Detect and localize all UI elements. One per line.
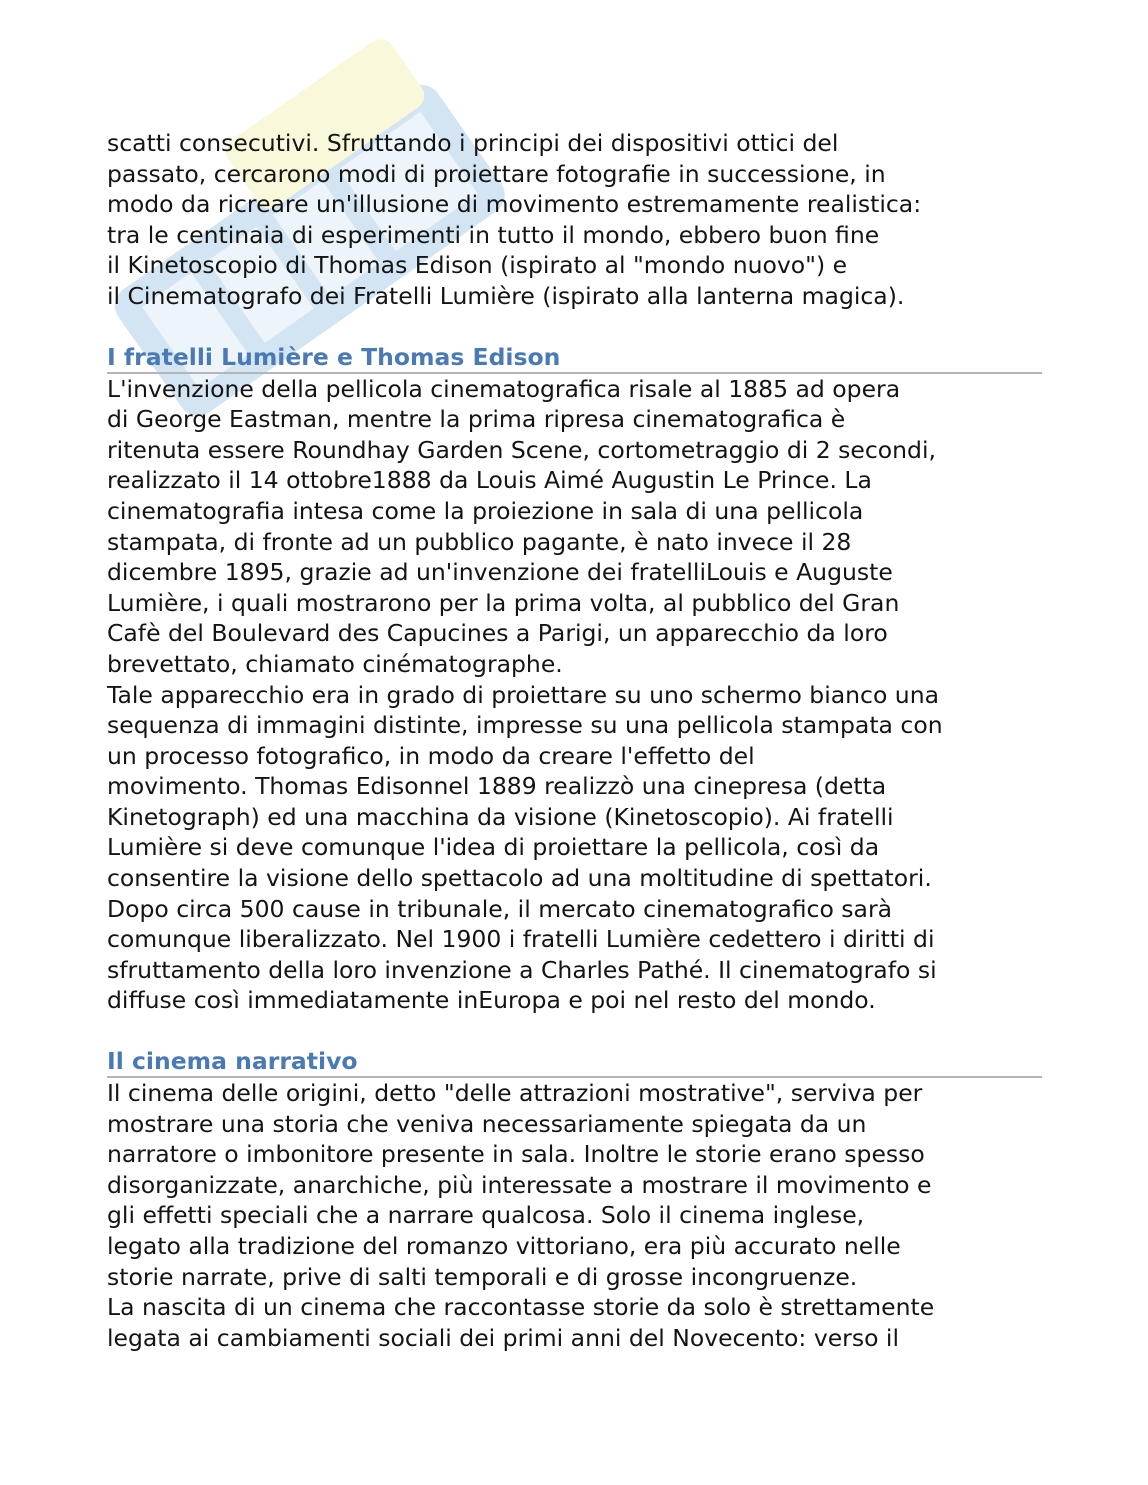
text-line: legata ai cambiamenti sociali dei primi anni del Novecento: verso il [107, 1323, 899, 1352]
text-line: di George Eastman, mentre la prima ripresa cinematografica è [107, 405, 846, 434]
text-line: Il cinema delle origini, detto "delle attrazioni mostrative", serviva per [107, 1079, 923, 1108]
text-line: gli effetti speciali che a narrare qualcosa. Solo il cinema inglese, [107, 1201, 865, 1230]
section-heading-lumiere-edison: I fratelli Lumière e Thomas Edison [107, 342, 1042, 374]
lumiere-paragraph-1 [107, 374, 1042, 680]
text-line: sfruttamento della loro invenzione a Charles Pathé. Il cinematografo si [107, 955, 937, 984]
text-line: mostrare una storia che veniva necessariamente spiegata da un [107, 1109, 867, 1138]
text-line: comunque liberalizzato. Nel 1900 i fratelli Lumière cedettero i diritti di [107, 925, 935, 954]
text-line: narratore o imbonitore presente in sala. Inoltre le storie erano spesso [107, 1140, 925, 1169]
text-line: tra le centinaia di esperimenti in tutto il mondo, ebbero buon fine [107, 220, 880, 249]
text-line: Kinetograph) ed una macchina da visione (Kinetoscopio). Ai fratelli [107, 802, 894, 831]
lumiere-paragraph-2 [107, 680, 1042, 1017]
text-line: consentire la visione dello spettacolo ad una moltitudine di spettatori. [107, 864, 932, 893]
text-line: brevettato, chiamato cinématographe. [107, 649, 563, 678]
text-line: storie narrate, prive di salti temporali e di grosse incongruenze. [107, 1262, 858, 1291]
text-line: Cafè del Boulevard des Capucines a Parigi, un apparecchio da loro [107, 619, 888, 648]
text-line: un processo fotografico, in modo da creare l'effetto del [107, 741, 755, 770]
text-line: legato alla tradizione del romanzo vittoriano, era più accurato nelle [107, 1232, 901, 1260]
text-line: diffuse così immediatamente inEuropa e poi nel resto del mondo. [107, 986, 876, 1015]
text-line: il Cinematografo dei Fratelli Lumière (ispirato alla lanterna magica). [107, 281, 905, 310]
intro-paragraph [107, 128, 1042, 312]
text-line: sequenza di immagini distinte, impresse su una pellicola stampata con [107, 711, 943, 740]
text-line: passato, cercarono modi di proiettare fotografie in successione, in [107, 159, 886, 188]
text-line: stampata, di fronte ad un pubblico pagante, è nato invece il 28 [107, 527, 852, 556]
section-heading-cinema-narrativo: Il cinema narrativo [107, 1046, 1042, 1078]
text-line: dicembre 1895, grazie ad un'invenzione dei fratelliLouis e Auguste [107, 558, 893, 587]
text-line: cinematografia intesa come la proiezione in sala di una pellicola [107, 496, 864, 525]
text-line: scatti consecutivi. Sfruttando i principi dei dispositivi ottici del [107, 129, 839, 157]
text-line: movimento. Thomas Edisonnel 1889 realizzò una cinepresa (detta [107, 772, 887, 801]
text-line: Tale apparecchio era in grado di proiettare su uno schermo bianco una [107, 680, 939, 709]
text-line: il Kinetoscopio di Thomas Edison (ispirato al "mondo nuovo") e [107, 251, 848, 280]
text-line: Lumière si deve comunque l'idea di proiettare la pellicola, così da [107, 833, 880, 862]
text-line: ritenuta essere Roundhay Garden Scene, cortometraggio di 2 secondi, [107, 435, 936, 464]
narrativo-paragraph-1 [107, 1078, 1042, 1292]
text-line: Lumière, i quali mostrarono per la prima volta, al pubblico del Gran [107, 588, 900, 617]
narrativo-paragraph-2 [107, 1292, 1042, 1353]
text-line: L'invenzione della pellicola cinematografica risale al 1885 ad opera [107, 374, 901, 403]
text-line: realizzato il 14 ottobre1888 da Louis Aimé Augustin Le Prince. La [107, 466, 872, 495]
text-line: modo da ricreare un'illusione di movimento estremamente realistica: [107, 190, 922, 219]
text-line: La nascita di un cinema che raccontasse storie da solo è strettamente [107, 1293, 935, 1322]
text-line: disorganizzate, anarchiche, più interessate a mostrare il movimento e [107, 1170, 932, 1199]
text-line: Dopo circa 500 cause in tribunale, il mercato cinematografico sarà [107, 894, 893, 923]
document-page [107, 128, 1042, 1353]
